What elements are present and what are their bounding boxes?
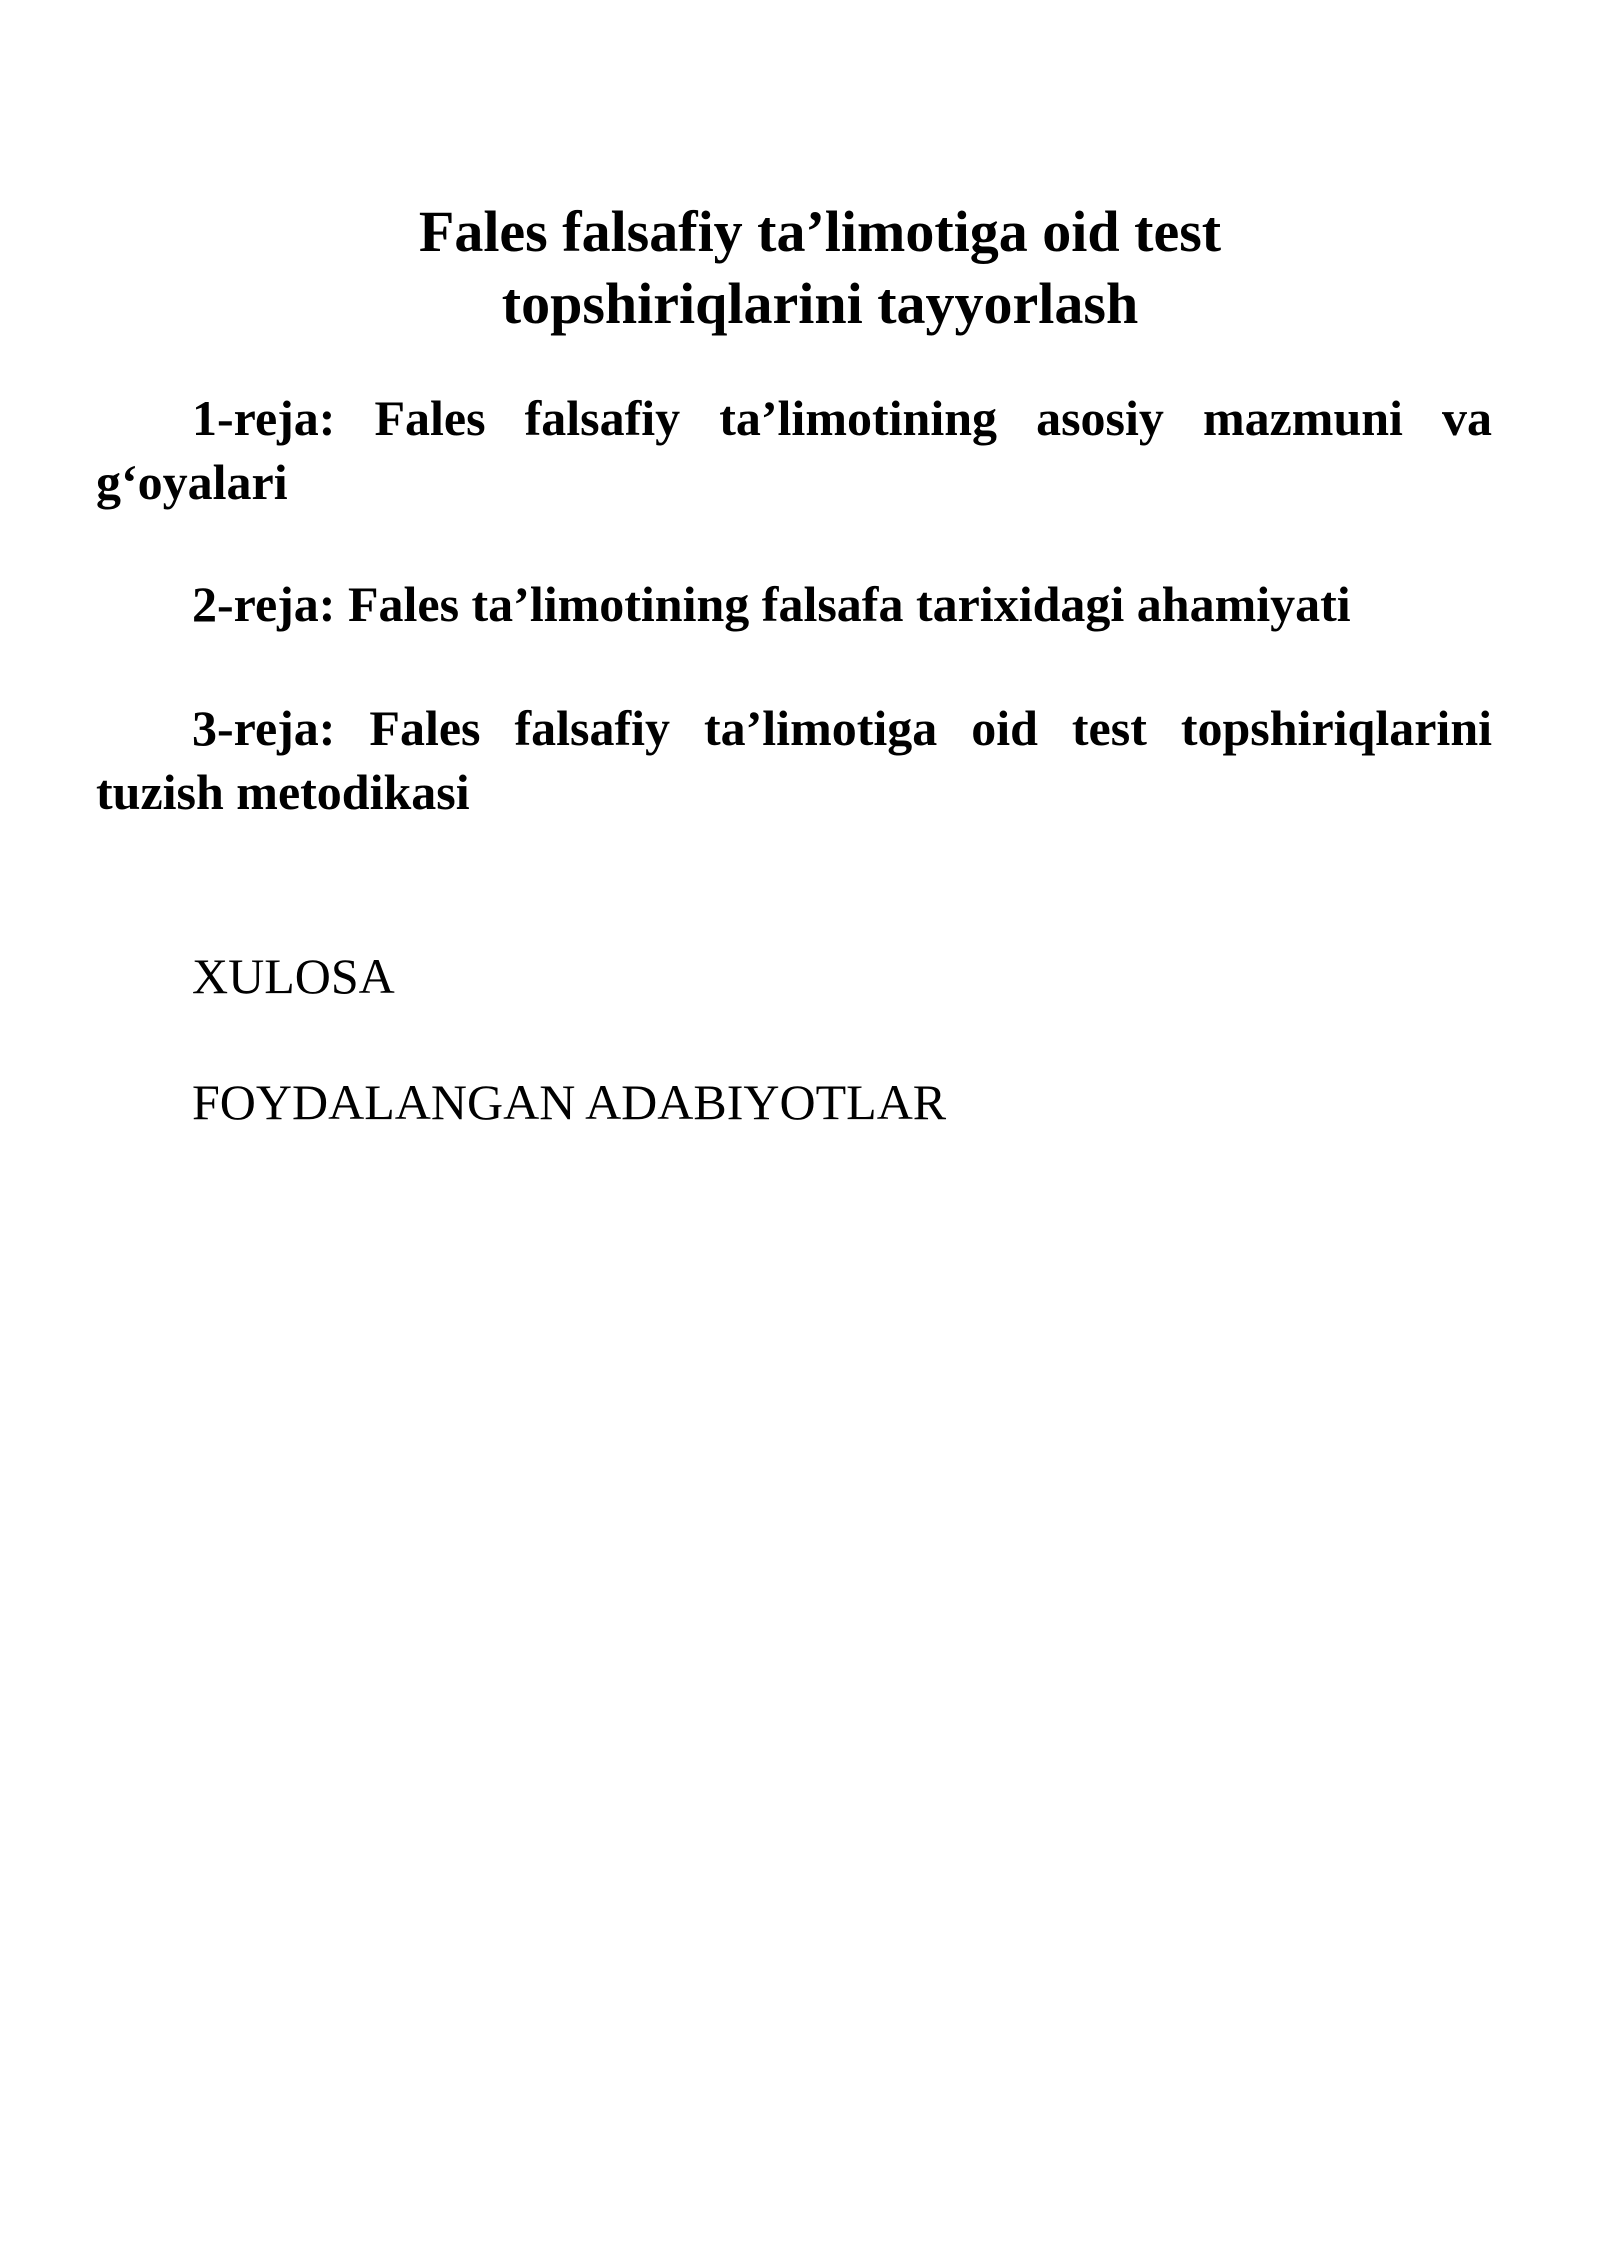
section-conclusion: XULOSA <box>192 948 395 1004</box>
title-line-2: topshiriqlarini tayyorlash <box>501 271 1139 336</box>
section-references: FOYDALANGAN ADABIYOTLAR <box>192 1074 947 1130</box>
plan-label-3: 3-reja: <box>192 700 336 756</box>
plan-text-3: Fales falsafiy ta’limotiga oid test topshiriqlarini tuzish metodikasi <box>96 700 1493 820</box>
title-line-1: Fales falsafiy ta’limotiga oid test <box>418 199 1222 264</box>
plan-label-1: 1-reja: <box>192 390 336 446</box>
plan-item-2 <box>96 572 1492 636</box>
plan-item-1 <box>96 386 1492 514</box>
plan-text-2: Fales ta’limotining falsafa tarixidagi ahamiyati <box>347 576 1351 632</box>
plan-item-3 <box>96 696 1492 824</box>
plan-label-2: 2-reja: <box>192 576 336 632</box>
document-title <box>300 196 1340 340</box>
plan-text-1: Fales falsafiy ta’limotining asosiy mazmuni va g‘oyalari <box>96 390 1493 510</box>
